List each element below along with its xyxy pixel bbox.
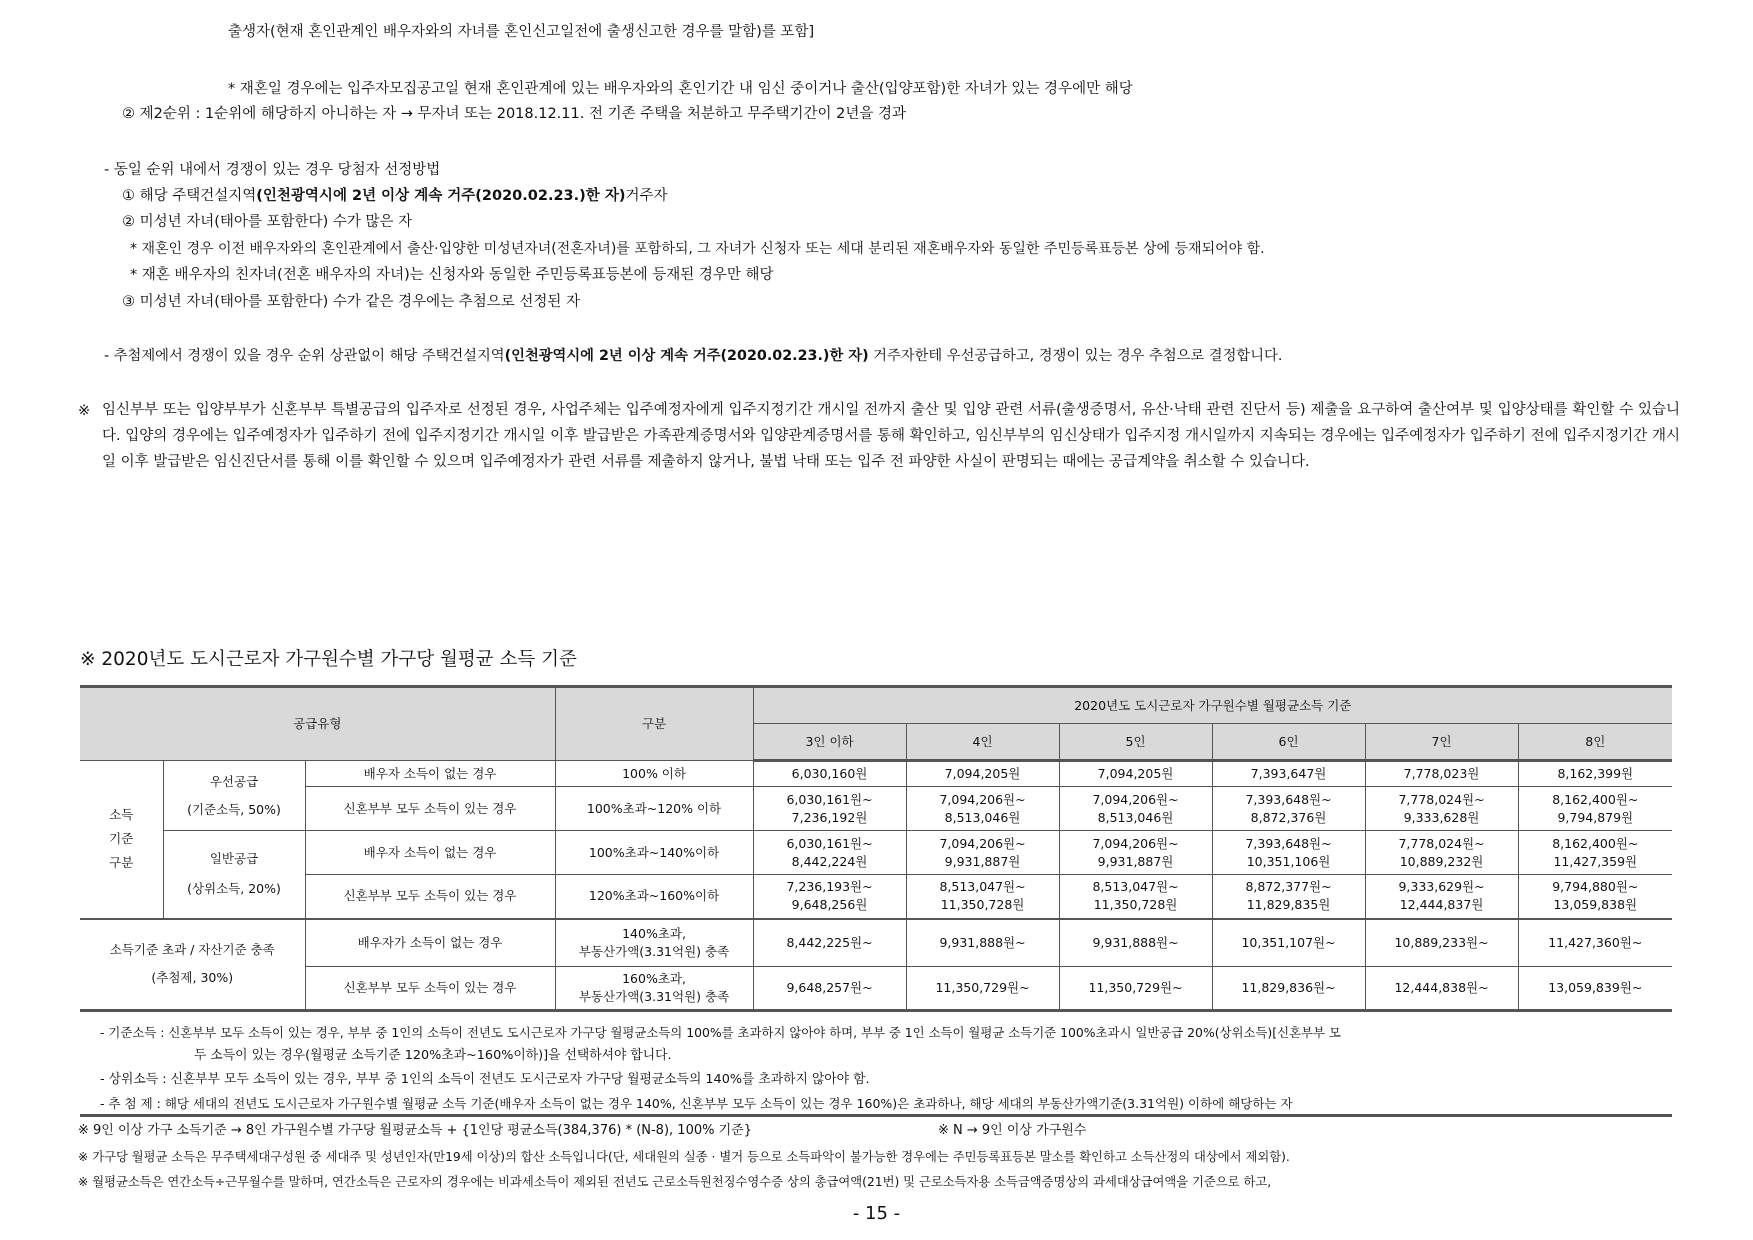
row-2-val-6: [1212, 787, 1365, 831]
row-4-val-6-from: 8,872,377원~: [1245, 879, 1332, 895]
row-1-desc: 배우자 소득이 없는 경우: [305, 761, 555, 787]
row-4-val-7-from: 9,333,629원~: [1398, 879, 1485, 895]
lottery-prefix: - 추첨제에서 경쟁이 있을 경우 순위 상관없이 해당 주택건설지역: [104, 348, 505, 364]
row-3-val-5-to: 9,931,887원: [1097, 853, 1174, 869]
row-1-val-5: 7,094,205원: [1059, 761, 1212, 787]
row-2-val-3-to: 7,236,192원: [791, 809, 868, 825]
row-3-val-3-to: 8,442,224원: [791, 853, 868, 869]
row-3-val-6-from: 7,393,648원~: [1245, 835, 1332, 851]
selection-item-1-prefix: ① 해당 주택건설지역: [122, 188, 257, 204]
row-5-category-1: 140%초과,: [622, 925, 686, 941]
row-5-val-5: 9,931,888원~: [1059, 919, 1212, 967]
general-supply-sub: (상위소득, 20%): [187, 881, 281, 897]
row-6-val-7: 12,444,838원~: [1365, 967, 1518, 1011]
row-3-val-7-to: 10,889,232원: [1399, 853, 1484, 869]
row-3-val-6-to: 10,351,106원: [1246, 853, 1331, 869]
selection-note-1: * 재혼인 경우 이전 배우자와의 혼인관계에서 출산·입양한 미성년자녀(전혼자녀)를 포함하되, 그 자녀가 신청자 또는 세대 분리된 재혼배우자와 동일한 주민등록표등본 상에 등재되어야 함.: [130, 241, 1265, 257]
row-2-category: 100%초과~120% 이하: [555, 787, 753, 831]
note-lottery: - 추 첨 제 : 해당 세대의 전년도 도시근로자 가구원수별 월평균 소득 기준(배우자 소득이 없는 경우 140%, 신혼부부 모두 소득이 있는 경우 160%)은 초과하나, 해당 세대의 부동산가액기준(3.31억원) 이하에 해당하는 자: [100, 1096, 1293, 1111]
row-4-val-4-to: 11,350,728원: [940, 897, 1025, 913]
row-2-val-8: [1518, 787, 1672, 831]
row-3-category: 100%초과~140%이하: [555, 831, 753, 875]
selection-item-1-bold: (인천광역시에 2년 이상 계속 거주(2020.02.23.)한 자): [256, 188, 626, 204]
row-3-val-7: [1365, 831, 1518, 875]
row-6-category-1: 160%초과,: [622, 971, 686, 986]
row-4-val-7-to: 12,444,837원: [1399, 897, 1484, 913]
row-6-desc: 신혼부부 모두 소득이 있는 경우: [305, 967, 555, 1011]
row-3-val-4-from: 7,094,206원~: [939, 835, 1026, 851]
row-5-val-7: 10,889,233원~: [1365, 919, 1518, 967]
general-supply-label: 일반공급: [209, 851, 259, 867]
selection-item-2: ② 미성년 자녀(태아를 포함한다) 수가 많은 자: [122, 214, 413, 230]
income-group-line-2: 기준: [109, 831, 134, 847]
row-1-val-6: 7,393,647원: [1212, 761, 1365, 787]
row-6-val-4: 11,350,729원~: [906, 967, 1059, 1011]
header-size-3: 3인 이하: [753, 724, 906, 761]
row-2-val-8-to: 9,794,879원: [1557, 809, 1634, 825]
note-monthly-income: ※ 월평균소득은 연간소득÷근무월수를 말하며, 연간소득은 근로자의 경우에는 비과세소득이 제외된 전년도 근로소득원천징수영수증 상의 총급여액(21번) 및 근로소득자용 소득금액증명상의 과세대상급여액을 기준으로 하고,: [78, 1175, 1272, 1189]
row-6-val-8: 13,059,839원~: [1518, 967, 1672, 1011]
note-nine-plus: ※ 9인 이상 가구 소득기준 → 8인 가구원수별 가구당 월평균소득 + {1인당 평균소득(384,376) * (N-8), 100% 기준}: [78, 1123, 752, 1138]
row-4-val-8: [1518, 875, 1672, 919]
row-6-category: [555, 967, 753, 1011]
selection-item-1: [122, 186, 668, 206]
row-6-category-2: 부동산가액(3.31억원) 충족: [578, 989, 730, 1004]
row-2-desc: 신혼부부 모두 소득이 있는 경우: [305, 787, 555, 831]
row-4-val-3-from: 7,236,193원~: [786, 879, 873, 895]
body-line-3: ② 제2순위 : 1순위에 해당하지 아니하는 자 → 무자녀 또는 2018.12.11. 전 기존 주택을 처분하고 무주택기간이 2년을 경과: [122, 106, 906, 122]
row-3-desc: 배우자 소득이 없는 경우: [305, 831, 555, 875]
row-3-val-4-to: 9,931,887원: [944, 853, 1021, 869]
row-2-val-5-from: 7,094,206원~: [1092, 791, 1179, 807]
page-number: - 15 -: [852, 1203, 901, 1224]
row-4-val-7: [1365, 875, 1518, 919]
row-4-val-4-from: 8,513,047원~: [939, 879, 1026, 895]
row-6-val-3: 9,648,257원~: [753, 967, 906, 1011]
header-income-group: 2020년도 도시근로자 가구원수별 월평균소득 기준: [753, 687, 1672, 724]
row-2-val-5: [1059, 787, 1212, 831]
row-3-val-5: [1059, 831, 1212, 875]
notice-paragraph: 임신부부 또는 입양부부가 신혼부부 특별공급의 입주자로 선정된 경우, 사업주체는 입주예정자에게 입주지정기간 개시일 전까지 출산 및 입양 관련 서류(출생증명서, 유산·낙태 관련 진단서 등) 제출을 요구하여 출산여부 및 입양상태를 확인할 수 있습니다. 입양의 경우에는 입주예정자가 입주하기 전에 입주지정기간 개시일 이후 발급받은 가족관계증명서와 입양관계증명서를 통해 확인하고, 임신부부의 임신상태가 입주지정 개시일까지 지속되는 경우에는 입주예정자가 입주하기 전에 입주지정기간 개시일 이후 발급받은 임신진단서를 통해 이를 확인할 수 있으며 입주예정자가 관련 서류를 제출하지 않거나, 불법 낙태 또는 입주 전 파양한 사실이 판명되는 때에는 공급계약을 취소할 수 있습니다.: [102, 402, 1680, 470]
row-3-val-3: [753, 831, 906, 875]
income-group-line-1: 소득: [109, 807, 134, 823]
row-4-val-3-to: 9,648,256원: [791, 897, 868, 913]
row-2-val-4-from: 7,094,206원~: [939, 791, 1026, 807]
header-size-6: 6인: [1212, 724, 1365, 761]
note-upper-income: - 상위소득 : 신혼부부 모두 소득이 있는 경우, 부부 중 1인의 소득이 전년도 도시근로자 가구당 월평균소득의 140%를 초과하지 않아야 함.: [100, 1072, 870, 1087]
row-4-desc: 신혼부부 모두 소득이 있는 경우: [305, 875, 555, 919]
row-3-val-4: [906, 831, 1059, 875]
income-group-label: [80, 761, 163, 919]
row-3-val-6: [1212, 831, 1365, 875]
row-2-val-7-from: 7,778,024원~: [1398, 791, 1485, 807]
row-1-val-7: 7,778,023원: [1365, 761, 1518, 787]
lottery-line: [104, 346, 1282, 366]
row-2-val-7: [1365, 787, 1518, 831]
row-1-val-4: 7,094,205원: [906, 761, 1059, 787]
row-3-val-3-from: 6,030,161원~: [786, 835, 873, 851]
row-3-val-5-from: 7,094,206원~: [1092, 835, 1179, 851]
row-2-val-6-from: 7,393,648원~: [1245, 791, 1332, 807]
priority-supply-sub: (기준소득, 50%): [187, 801, 281, 817]
body-line-1: 출생자(현재 혼인관계인 배우자와의 자녀를 혼인신고일전에 출생신고한 경우를 말함)를 포함]: [228, 24, 815, 40]
notes-divider: [80, 1114, 1672, 1117]
row-2-val-4-to: 8,513,046원: [944, 809, 1021, 825]
header-supply-type: 공급유형: [80, 687, 555, 761]
income-table: [80, 685, 1672, 1012]
row-4-val-6: [1212, 875, 1365, 919]
row-6-val-6: 11,829,836원~: [1212, 967, 1365, 1011]
note-nine-plus-n: ※ N → 9인 이상 가구원수: [938, 1123, 1087, 1138]
row-1-val-8: 8,162,399원: [1518, 761, 1672, 787]
selection-method-heading: - 동일 순위 내에서 경쟁이 있는 경우 당첨자 선정방법: [104, 162, 441, 178]
row-2-val-6-to: 8,872,376원: [1250, 809, 1327, 825]
row-4-val-8-from: 9,794,880원~: [1552, 879, 1639, 895]
row-4-val-5-to: 11,350,728원: [1093, 897, 1178, 913]
header-size-8: 8인: [1518, 724, 1672, 761]
row-2-val-3-from: 6,030,161원~: [786, 791, 873, 807]
header-category: 구분: [555, 687, 753, 761]
excess-supply-sub: (추첨제, 30%): [151, 970, 234, 986]
income-group-line-3: 구분: [109, 855, 134, 871]
note-base-income-2: 두 소득이 있는 경우(월평균 소득기준 120%초과~160%이하)]을 선택하셔야 합니다.: [194, 1048, 672, 1063]
row-2-val-5-to: 8,513,046원: [1097, 809, 1174, 825]
row-4-val-8-to: 13,059,838원: [1553, 897, 1638, 913]
excess-supply-cell: [80, 919, 305, 1011]
row-5-val-4: 9,931,888원~: [906, 919, 1059, 967]
row-4-category: 120%초과~160%이하: [555, 875, 753, 919]
row-1-category: 100% 이하: [555, 761, 753, 787]
selection-item-1-suffix: 거주자: [625, 188, 668, 204]
header-size-7: 7인: [1365, 724, 1518, 761]
row-2-val-4: [906, 787, 1059, 831]
note-household-income: ※ 가구당 월평균 소득은 무주택세대구성원 중 세대주 및 성년인자(만19세 이상)의 합산 소득입니다(단, 세대원의 실종 · 별거 등으로 소득파악이 불가능한 경우에는 주민등록표등본 말소를 확인하고 소득산정의 대상에서 제외함).: [78, 1150, 1290, 1164]
row-4-val-4: [906, 875, 1059, 919]
row-3-val-7-from: 7,778,024원~: [1398, 835, 1485, 851]
row-4-val-5: [1059, 875, 1212, 919]
lottery-bold: (인천광역시에 2년 이상 계속 거주(2020.02.23.)한 자): [504, 348, 869, 364]
priority-supply-cell: [163, 761, 305, 831]
row-3-val-8-to: 11,427,359원: [1553, 853, 1638, 869]
row-4-val-6-to: 11,829,835원: [1246, 897, 1331, 913]
row-2-val-3: [753, 787, 906, 831]
note-base-income-1: - 기준소득 : 신혼부부 모두 소득이 있는 경우, 부부 중 1인의 소득이 전년도 도시근로자 가구당 월평균소득의 100%를 초과하지 않아야 하며, 부부 중 1인 소득이 월평균 소득기준 100%초과시 일반공급 20%(상위소득)[신혼부부 모: [100, 1025, 1341, 1040]
selection-note-2: * 재혼 배우자의 친자녀(전혼 배우자의 자녀)는 신청자와 동일한 주민등록표등본에 등재된 경우만 해당: [130, 267, 774, 283]
row-5-category: [555, 919, 753, 967]
excess-supply-label: 소득기준 초과 / 자산기준 충족: [109, 942, 275, 958]
selection-item-3: ③ 미성년 자녀(태아를 포함한다) 수가 같은 경우에는 추첨으로 선정된 자: [122, 294, 580, 310]
table-title: ※ 2020년도 도시근로자 가구원수별 가구당 월평균 소득 기준: [80, 649, 577, 670]
general-supply-cell: [163, 831, 305, 919]
row-3-val-8: [1518, 831, 1672, 875]
notice-mark: ※: [78, 403, 91, 419]
row-5-val-8: 11,427,360원~: [1518, 919, 1672, 967]
header-size-5: 5인: [1059, 724, 1212, 761]
row-5-category-2: 부동산가액(3.31억원) 충족: [578, 943, 730, 959]
row-4-val-5-from: 8,513,047원~: [1092, 879, 1179, 895]
row-5-val-3: 8,442,225원~: [753, 919, 906, 967]
row-6-val-5: 11,350,729원~: [1059, 967, 1212, 1011]
row-3-val-8-from: 8,162,400원~: [1552, 835, 1639, 851]
header-size-4: 4인: [906, 724, 1059, 761]
row-2-val-7-to: 9,333,628원: [1403, 809, 1480, 825]
lottery-suffix: 거주자한테 우선공급하고, 경쟁이 있는 경우 추첨으로 결정합니다.: [868, 348, 1283, 364]
row-2-val-8-from: 8,162,400원~: [1552, 791, 1639, 807]
row-1-val-3: 6,030,160원: [753, 761, 906, 787]
priority-supply-label: 우선공급: [209, 773, 259, 789]
body-line-2: * 재혼일 경우에는 입주자모집공고일 현재 혼인관계에 있는 배우자와의 혼인기간 내 임신 중이거나 출산(입양포함)한 자녀가 있는 경우에만 해당: [228, 81, 1133, 97]
row-5-val-6: 10,351,107원~: [1212, 919, 1365, 967]
row-4-val-3: [753, 875, 906, 919]
row-5-desc: 배우자가 소득이 없는 경우: [305, 919, 555, 967]
